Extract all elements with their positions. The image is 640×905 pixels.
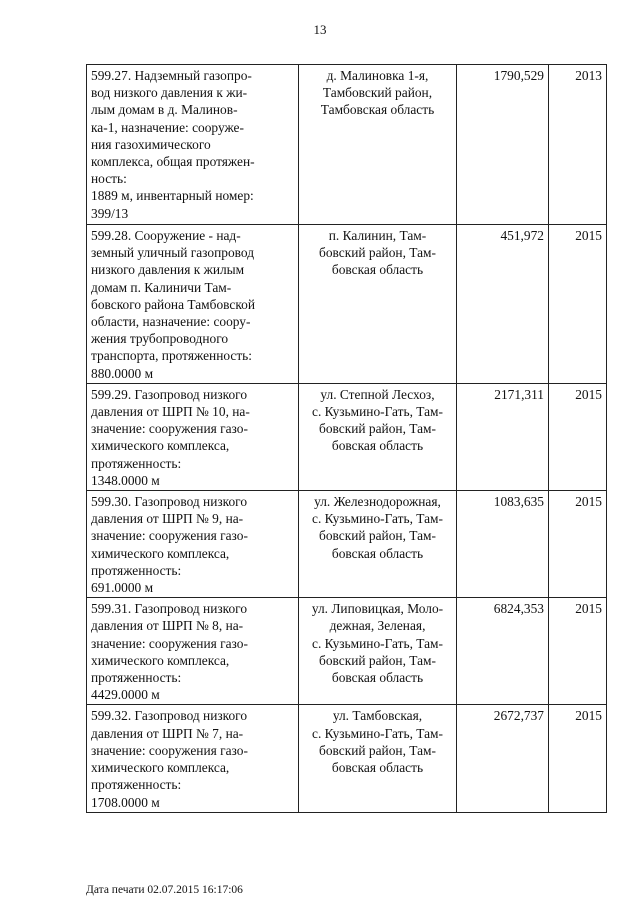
object-description: 599.32. Газопровод низкого давления от ШРП № 7, на- значение: сооружения газо- химического комплекса, протяженность: 1708.0000 м: [87, 705, 299, 812]
object-description: 599.31. Газопровод низкого давления от ШРП № 8, на- значение: сооружения газо- химического комплекса, протяженность: 4429.0000 м: [87, 598, 299, 705]
object-cost: 6824,353: [457, 598, 549, 705]
object-address: ул. Железнодорожная, с. Кузьмино-Гать, Там- бовский район, Там- бовская область: [299, 491, 457, 598]
object-cost: 2171,311: [457, 383, 549, 490]
object-description: 599.27. Надземный газопро- вод низкого давления к жи- лым домам в д. Малинов- ка-1, назначение: сооруже- ния газохимического комплекса, общая протяжен- ность: 1889 м, инвентарный номер: 399/13: [87, 65, 299, 225]
object-address: д. Малиновка 1-я, Тамбовский район, Тамбовская область: [299, 65, 457, 225]
table-row: [87, 225, 607, 384]
page-number: 13: [313, 22, 327, 37]
object-address: п. Калинин, Там- бовский район, Там- бовская область: [299, 225, 457, 384]
object-cost: 1790,529: [457, 65, 549, 225]
object-address: ул. Степной Лесхоз, с. Кузьмино-Гать, Там- бовский район, Там- бовская область: [299, 383, 457, 490]
object-cost: 2672,737: [457, 705, 549, 812]
table-row: [87, 383, 607, 490]
object-description: 599.30. Газопровод низкого давления от ШРП № 9, на- значение: сооружения газо- химического комплекса, протяженность: 691.0000 м: [87, 491, 299, 598]
object-address: ул. Липовицкая, Моло- дежная, Зеленая, с. Кузьмино-Гать, Там- бовский район, Там- бовская область: [299, 598, 457, 705]
object-year: 2015: [549, 225, 607, 384]
object-year: 2013: [549, 65, 607, 225]
table-row: [87, 598, 607, 705]
object-year: 2015: [549, 705, 607, 812]
table-row: [87, 705, 607, 812]
table-row: [87, 65, 607, 225]
object-description: 599.29. Газопровод низкого давления от ШРП № 10, на- значение: сооружения газо- химического комплекса, протяженность: 1348.0000 м: [87, 383, 299, 490]
object-cost: 1083,635: [457, 491, 549, 598]
object-description: 599.28. Сооружение - над- земный уличный газопровод низкого давления к жилым домам п. Калиничи Там- бовского района Тамбовской области, назначение: соору- жения трубопроводного транспорта, протяженность: 880.0000 м: [87, 225, 299, 384]
print-date: Дата печати 02.07.2015 16:17:06: [86, 884, 243, 896]
object-year: 2015: [549, 598, 607, 705]
object-cost: 451,972: [457, 225, 549, 384]
property-table: [86, 64, 607, 813]
object-address: ул. Тамбовская, с. Кузьмино-Гать, Там- бовский район, Там- бовская область: [299, 705, 457, 812]
table-row: [87, 491, 607, 598]
object-year: 2015: [549, 491, 607, 598]
object-year: 2015: [549, 383, 607, 490]
